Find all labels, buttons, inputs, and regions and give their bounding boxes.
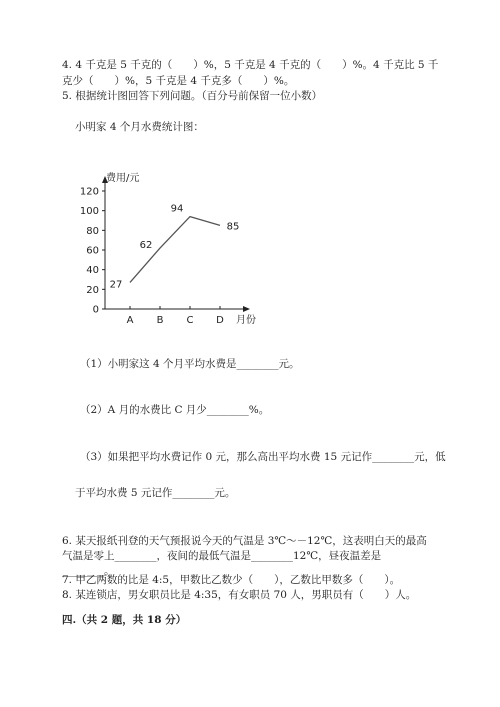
data-label: 62 — [139, 240, 153, 252]
y-tick-label: 80 — [86, 225, 99, 237]
y-tick-label: 100 — [79, 206, 99, 218]
x-axis-label: 月份 — [236, 315, 256, 326]
x-tick-label: B — [156, 315, 164, 326]
q4-line-2: 克少（ ）%，5 千克是 4 千克多（ ）%。 — [62, 75, 295, 87]
chart-axes — [102, 176, 250, 312]
q7-question: 7. 甲乙两数的比是 4:5，甲数比乙数少（ ），乙数比甲数多（ ）。 — [62, 574, 401, 586]
section-four-heading: 四.（共 2 题，共 18 分） — [62, 614, 187, 626]
data-label: 94 — [170, 203, 184, 215]
q5-question: 5. 根据统计图回答下列问题。（百分号前保留一位小数） — [62, 90, 323, 102]
y-axis-label: 费用/元 — [106, 173, 140, 184]
y-tick-label: 120 — [79, 186, 99, 198]
y-tick-label: 40 — [86, 265, 99, 277]
sub-question-2: （2）A 月的水费比 C 月少________%。 — [80, 404, 270, 416]
sub-question-1: （1）小明家这 4 个月平均水费是________元。 — [80, 358, 300, 370]
y-axis-ticks — [80, 187, 105, 316]
sub-question-3-line-1: （3）如果把平均水费记作 0 元，那么高出平均水费 15 元记作________元，低 — [80, 451, 446, 463]
x-tick-label: A — [126, 315, 134, 326]
y-tick-label: 60 — [86, 245, 99, 257]
chart-series — [110, 204, 240, 291]
q4-line-1: 4. 4 千克是 5 千克的（ ）%，5 千克是 4 千克的（ ）%。4 千克比 5 千 — [62, 59, 439, 71]
y-tick-label: 0 — [92, 304, 99, 316]
x-axis-arrow — [243, 306, 250, 312]
x-tick-label: D — [216, 315, 224, 326]
chart-caption: 小明家 4 个月水费统计图： — [75, 121, 204, 133]
sub-question-3-line-2: 于平均水费 5 元记作________元。 — [75, 487, 236, 499]
q8-question: 8. 某连锁店，男女职员比是 4:35，有女职员 70 人，男职员有（ ）人。 — [62, 589, 417, 601]
q6-line-2: 气温是零上________，夜间的最低气温是________12℃，昼夜温差是 — [62, 550, 382, 562]
water-fee-line-chart — [60, 165, 280, 335]
x-tick-label: C — [186, 315, 194, 326]
q6-line-1: 6. 某天报纸刊登的天气预报说今天的气温是 3℃～－12℃，这表明白天的最高 — [62, 535, 427, 547]
y-tick-label: 20 — [86, 284, 99, 296]
data-label: 85 — [226, 221, 240, 233]
q6-line-3: ________。 — [62, 565, 115, 577]
data-label: 27 — [109, 279, 123, 291]
